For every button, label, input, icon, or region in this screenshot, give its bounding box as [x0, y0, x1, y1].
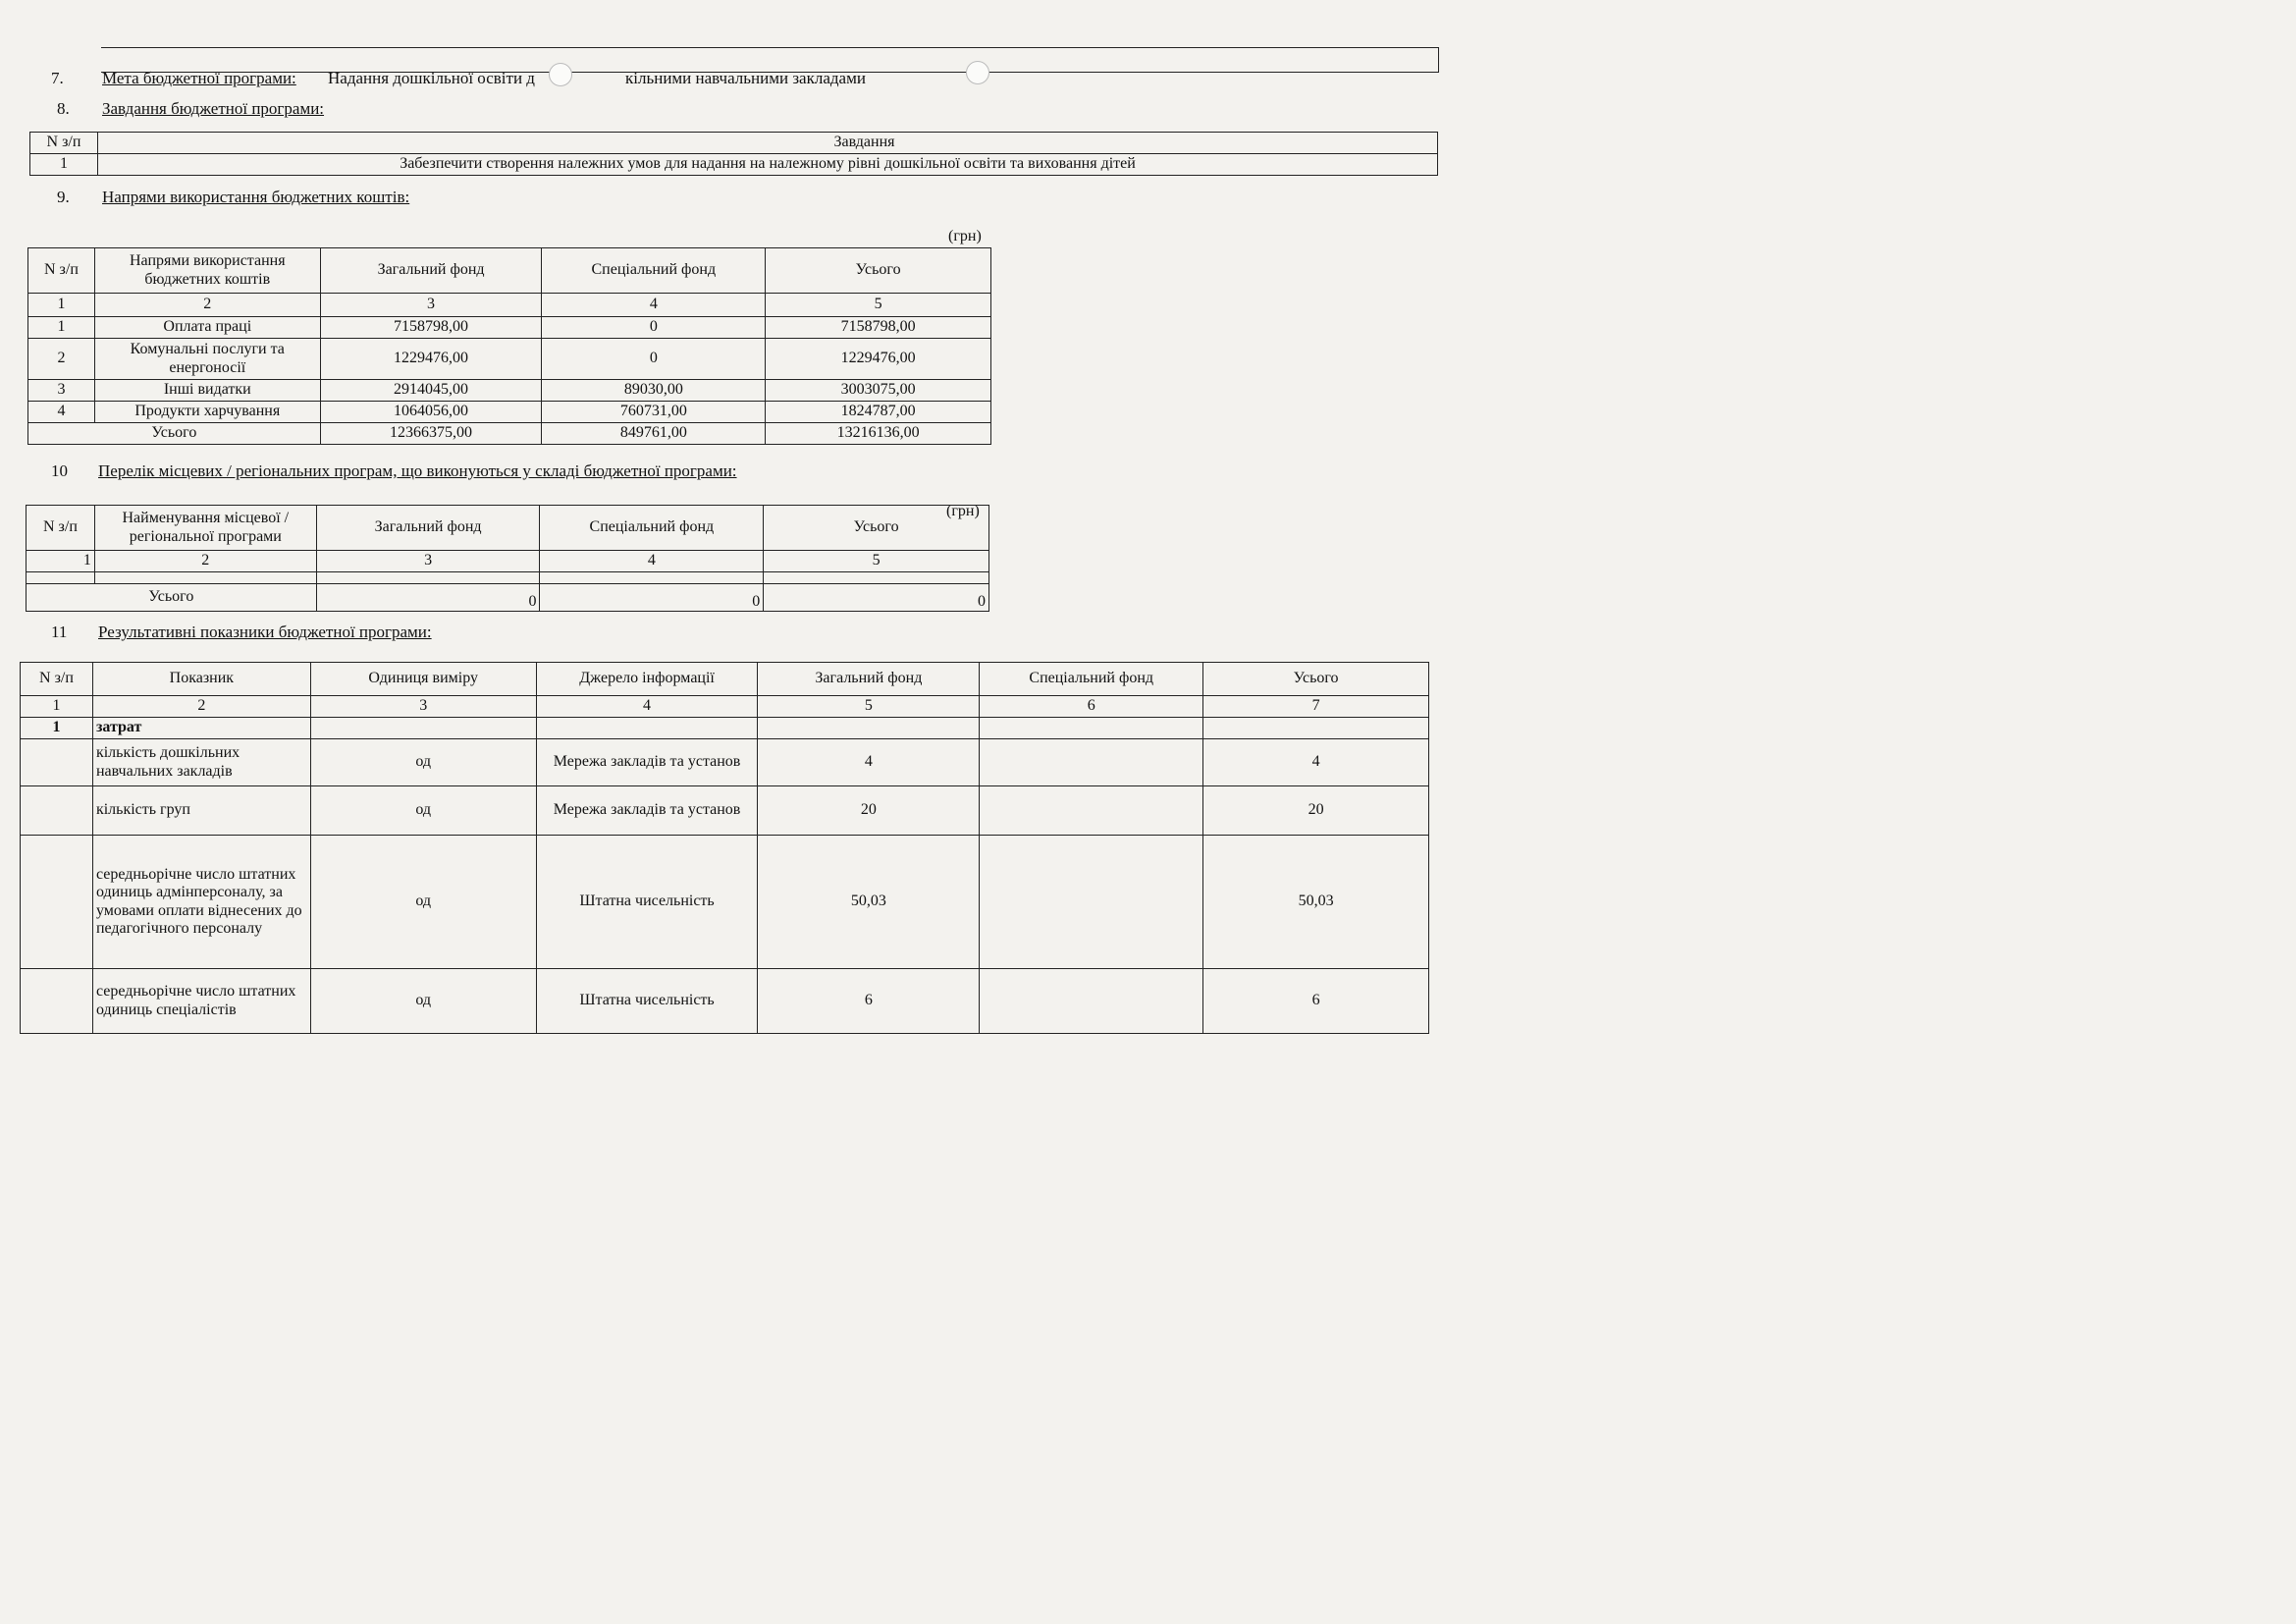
cell: Комунальні послуги та енергоносії: [94, 339, 320, 380]
table-row: [28, 402, 991, 423]
cell: 7158798,00: [766, 317, 991, 339]
cell: 0: [542, 317, 766, 339]
dir-index: 4: [542, 294, 766, 317]
cell: 50,03: [758, 836, 980, 969]
cell: 760731,00: [542, 402, 766, 423]
cell: 3: [28, 380, 95, 402]
cell: кількість дошкільних навчальних закладів: [92, 739, 310, 786]
cell: Мережа закладів та установ: [536, 739, 758, 786]
cell: [21, 739, 93, 786]
table-row: [21, 969, 1429, 1034]
cell: 6: [1203, 969, 1429, 1034]
cell: [764, 572, 989, 584]
cell: середньорічне число штатних одиниць спеціалістів: [92, 969, 310, 1034]
cell: од: [310, 739, 536, 786]
tasks-row-text: Забезпечити створення належних умов для надання на належному рівні дошкільної освіти та виховання дітей: [98, 154, 1438, 176]
table-row: [21, 836, 1429, 969]
table-row: [21, 739, 1429, 786]
ind-header-num: N з/п: [21, 663, 93, 696]
cell: [540, 572, 764, 584]
prog-header-num: N з/п: [27, 506, 95, 551]
directions-table: [27, 247, 991, 445]
cell: [316, 572, 540, 584]
cell: 0: [542, 339, 766, 380]
cell: [536, 718, 758, 739]
section-9-label: Напрями використання бюджетних коштів:: [102, 188, 410, 206]
cell: [758, 718, 980, 739]
table-row: [27, 572, 989, 584]
tasks-table: [29, 132, 1438, 176]
prog-index: 4: [540, 551, 764, 572]
cell: [980, 739, 1203, 786]
cell: 1: [28, 317, 95, 339]
section-8-label: Завдання бюджетної програми:: [102, 99, 325, 118]
cell: [21, 836, 93, 969]
prog-index: 1: [27, 551, 95, 572]
cell: Продукти харчування: [94, 402, 320, 423]
cell: [980, 786, 1203, 836]
dir-index: 5: [766, 294, 991, 317]
cell: од: [310, 836, 536, 969]
section-7-text-b: кільними навчальними закладами: [625, 69, 866, 87]
group-num: 1: [21, 718, 93, 739]
cell: середньорічне число штатних одиниць адмінперсоналу, за умовами оплати віднесених до педагогічного персоналу: [92, 836, 310, 969]
dir-header-general: Загальний фонд: [320, 248, 542, 294]
dir-header-total: Усього: [766, 248, 991, 294]
cell: 1229476,00: [766, 339, 991, 380]
cell: Інші видатки: [94, 380, 320, 402]
cell: 7158798,00: [320, 317, 542, 339]
punch-hole: [549, 63, 572, 86]
ind-index: 6: [980, 696, 1203, 718]
cell: [94, 572, 316, 584]
cell: [310, 718, 536, 739]
prog-header-general: Загальний фонд: [316, 506, 540, 551]
cell: [1203, 718, 1429, 739]
ind-index: 7: [1203, 696, 1429, 718]
document-page: 7. Мета бюджетної програми: Надання дошкільної освіти д кільними навчальними закладами 8. Завдання бюджетної програми: N з/п Завдання 1 Забезпечити створення належних умов для надання на належному рівні дошкільної освіти та виховання дітей 9. Напрями використання бюджетних коштів: (грн) N з/п Напрями використання бюджетних коштів Загальний фонд Спеціальний фонд Усього 1 2 3 4 5 1 Оплата праці 7158798,00 0 7158798,00 2 Комунальні послуги та енергоносії 1229476,00 0 1229476,00 3 Інші видатки 2914045,00 89030,00 3003075,00 4 Продукти харчування 1064056,00 760731,00 1824787,00 Усього 12366375,00 849761,00 13216136,00 10 Перелік місцевих / регіональних програм, що виконуються у складі бюджетної програми: (грн) N з/п Найменування місцевої / регіональної програми Загальний фонд Спеціальний фонд Усього 1 2 3 4 5 Усього 0 0 0 11 Результативні показники бюджетної програми: N з/п Показник Одиниця виміру Джерело інформації Загальний фонд Спеціальний фонд Усього 1 2 3 4 5 6 7 1 затрат кількість дошкільних навчальних закладів од Мережа закладів та установ 4 4 кількість груп од Мережа закладів та установ 20 20 середньорічне число штатних одиниць адмінперсоналу, за умовами оплати віднесених до педагогічного персоналу од Штатна чисельність 50,03 50,03 середньорічне число штатних одиниць спеціалістів од Штатна чисельність 6 6: [0, 0, 1539, 1094]
cell: 4: [1203, 739, 1429, 786]
cell: 20: [1203, 786, 1429, 836]
ind-header-unit: Одиниця виміру: [310, 663, 536, 696]
cell: 2: [28, 339, 95, 380]
total-special: 849761,00: [542, 423, 766, 445]
cell: 1824787,00: [766, 402, 991, 423]
cell: [21, 786, 93, 836]
cell: 20: [758, 786, 980, 836]
cell: [27, 572, 95, 584]
cell: 1064056,00: [320, 402, 542, 423]
total-row: [27, 584, 989, 612]
prog-header-name: Найменування місцевої / регіональної програми: [94, 506, 316, 551]
dir-index: 3: [320, 294, 542, 317]
ind-header-source: Джерело інформації: [536, 663, 758, 696]
cell: Мережа закладів та установ: [536, 786, 758, 836]
cell: [980, 969, 1203, 1034]
prog-index: 2: [94, 551, 316, 572]
prog-index: 5: [764, 551, 989, 572]
cell: 4: [758, 739, 980, 786]
tasks-row-num: 1: [30, 154, 98, 176]
total-row: [28, 423, 991, 445]
indicators-table: [20, 662, 1429, 1034]
dir-index: 1: [28, 294, 95, 317]
cell: [980, 718, 1203, 739]
tasks-header-task: Завдання: [98, 133, 1438, 154]
cell: [21, 969, 93, 1034]
cell: Штатна чисельність: [536, 836, 758, 969]
table-row: [21, 786, 1429, 836]
table-row: [28, 380, 991, 402]
prog-index: 3: [316, 551, 540, 572]
cell: 3003075,00: [766, 380, 991, 402]
dir-header-special: Спеціальний фонд: [542, 248, 766, 294]
total-sum: 0: [764, 584, 989, 612]
cell: 4: [28, 402, 95, 423]
ind-index: 5: [758, 696, 980, 718]
total-general: 12366375,00: [320, 423, 542, 445]
programs-table: [26, 505, 989, 612]
total-sum: 13216136,00: [766, 423, 991, 445]
cell: од: [310, 786, 536, 836]
total-label: Усього: [28, 423, 321, 445]
ind-index: 2: [92, 696, 310, 718]
ind-index: 3: [310, 696, 536, 718]
tasks-header-num: N з/п: [30, 133, 98, 154]
dir-index: 2: [94, 294, 320, 317]
cell: кількість груп: [92, 786, 310, 836]
prog-header-total: Усього: [764, 506, 989, 551]
section-7-text-a: Надання дошкільної освіти д: [328, 69, 535, 87]
section-10-label: Перелік місцевих / регіональних програм, що виконуються у складі бюджетної програми:: [98, 461, 737, 480]
ind-header-general: Загальний фонд: [758, 663, 980, 696]
ind-header-total: Усього: [1203, 663, 1429, 696]
unit-label: (грн): [948, 228, 982, 244]
cell: 2914045,00: [320, 380, 542, 402]
ind-header-indicator: Показник: [92, 663, 310, 696]
cell: Оплата праці: [94, 317, 320, 339]
total-special: 0: [540, 584, 764, 612]
punch-hole: [966, 61, 989, 84]
table-row: [28, 317, 991, 339]
cell: [980, 836, 1203, 969]
ind-index: 1: [21, 696, 93, 718]
cell: 89030,00: [542, 380, 766, 402]
cell: Штатна чисельність: [536, 969, 758, 1034]
unit-label: (грн): [946, 503, 980, 519]
group-label: затрат: [92, 718, 310, 739]
section-7-frame: [101, 47, 1439, 73]
group-row: [21, 718, 1429, 739]
cell: 1229476,00: [320, 339, 542, 380]
section-11-label: Результативні показники бюджетної програми:: [98, 623, 432, 641]
dir-header-direction: Напрями використання бюджетних коштів: [94, 248, 320, 294]
cell: 50,03: [1203, 836, 1429, 969]
total-label: Усього: [27, 584, 317, 612]
cell: 6: [758, 969, 980, 1034]
cell: од: [310, 969, 536, 1034]
ind-index: 4: [536, 696, 758, 718]
ind-header-special: Спеціальний фонд: [980, 663, 1203, 696]
table-row: [28, 339, 991, 380]
dir-header-num: N з/п: [28, 248, 95, 294]
section-7-label: Мета бюджетної програми:: [102, 69, 296, 87]
total-general: 0: [316, 584, 540, 612]
prog-header-special: Спеціальний фонд: [540, 506, 764, 551]
